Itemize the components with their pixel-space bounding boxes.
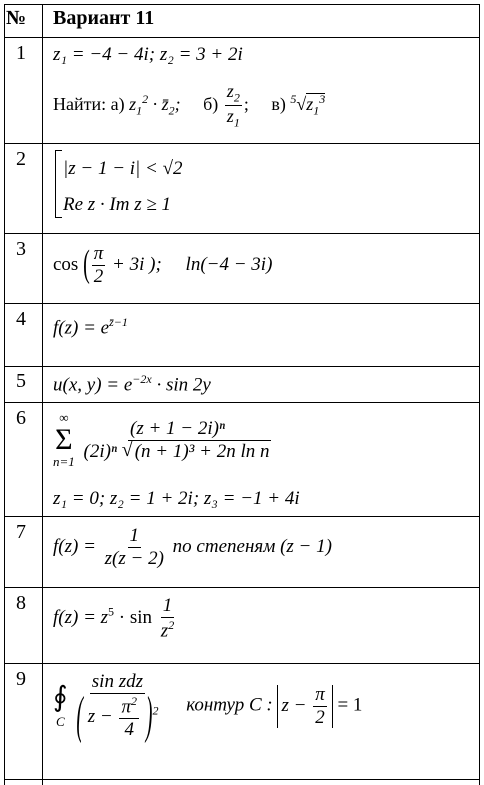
contour-label: контур C : [186,694,273,716]
header-title: Вариант 11 [53,7,155,29]
contour-equation: = 1 [337,694,363,716]
row-divider [4,663,480,664]
system-brace [53,148,183,220]
row-divider [4,37,480,38]
fraction-numerator: 1 [129,525,140,546]
part-b-label: б) [203,93,219,114]
row-number: 7 [16,521,26,543]
task-2-system [53,148,476,220]
row-divider [4,779,480,780]
integrand-numerator: sin zdz [91,671,143,692]
given-values: z₁ = −4 − 4i; z₂ = 3 + 2i [53,44,243,65]
fraction-numerator: 1 [162,595,173,616]
row-number: 1 [16,42,26,64]
row-divider [4,303,480,304]
series-numerator: (z + 1 − 2i)ⁿ [130,417,225,439]
series-root: (n + 1)³ + 2n ln n [134,440,270,462]
task-3-expressions: cos ( $\frac{\pi}{2}$ + 3i ); ln(−4 − 3i) [53,243,273,287]
row-number: 8 [16,592,26,614]
part-a-label: а) [110,93,125,114]
function-expression: u(x, y) = e [53,374,133,396]
row-number: 9 [16,668,26,690]
row-number: 4 [16,308,26,330]
task-1-find: Найти: а) $z_1^2$ · $z̄_2$; б) $\frac{z_2}{z_1}$ ; в) $^5√z_1^3$ [53,81,326,130]
task-1-given [53,44,476,66]
points-list: z₁ = 0; z₂ = 1 + 2i; z₃ = −1 + 4i [53,488,300,509]
row-divider [4,516,480,517]
function-rest: · sin 2y [156,374,211,396]
row-number: 3 [16,238,26,260]
task-4-function [53,315,476,339]
part-c-label: в) [271,93,286,114]
expansion-point: (z − 1) [280,535,332,557]
row-divider [4,587,480,588]
fraction-denominator: z(z − 2) [104,547,164,569]
function-expression: f(z) = [53,535,96,557]
row-divider [4,143,480,144]
table-border-top [4,4,480,5]
function-expression: f(z) = e [53,317,110,339]
function-expression: f(z) = z [53,606,109,628]
row-divider [4,402,480,403]
cos-argument-rest: + 3i ); [112,253,162,275]
sum-sign: ∞ Σ n=1 [53,410,75,469]
header-number: № [6,7,27,29]
exponent: 5 [108,604,115,619]
task-6-points [53,488,476,510]
task-6-series: ∞ Σ n=1 (z + 1 − 2i)ⁿ (2i)ⁿ √ (n + 1)³ + 2n ln n [53,410,270,469]
row-number: 2 [16,148,26,170]
task-8-function: $f(z) = z^5 \cdot \sin$ $\frac{1}{z^2}$ [53,595,175,642]
row-number: 5 [16,370,26,392]
row-divider [4,366,480,367]
row-divider [4,233,480,234]
contour-integral-sign: ∮ C [53,682,68,730]
exponent: z̄−1 [109,315,128,329]
ln-expression: ln(−4 − 3i) [185,253,273,275]
fraction-denominator: z [160,620,169,642]
series-denominator: (2i)ⁿ [83,440,117,462]
expansion-text: по степеням [172,535,276,557]
inequality-2: Re z · Im z ≥ 1 [63,194,172,215]
table-border-right [479,4,480,785]
sin-label: · sin [118,606,153,628]
task-7-expansion [53,526,476,569]
task-5-function [53,372,476,396]
find-label: Найти: [53,93,107,114]
task-9-integral: ∮ C sin zdz ( z − $\frac{\pi^2}{4}$ )$^2$ контур C : z − $\frac{\pi}{2}$ = 1 [53,671,363,745]
table-column-divider [42,4,43,785]
exponent: −2x [132,372,152,386]
inequality-1: |z − 1 − i| < √2 [63,158,183,179]
row-number: 6 [16,407,26,429]
cos-label: cos [53,253,79,275]
